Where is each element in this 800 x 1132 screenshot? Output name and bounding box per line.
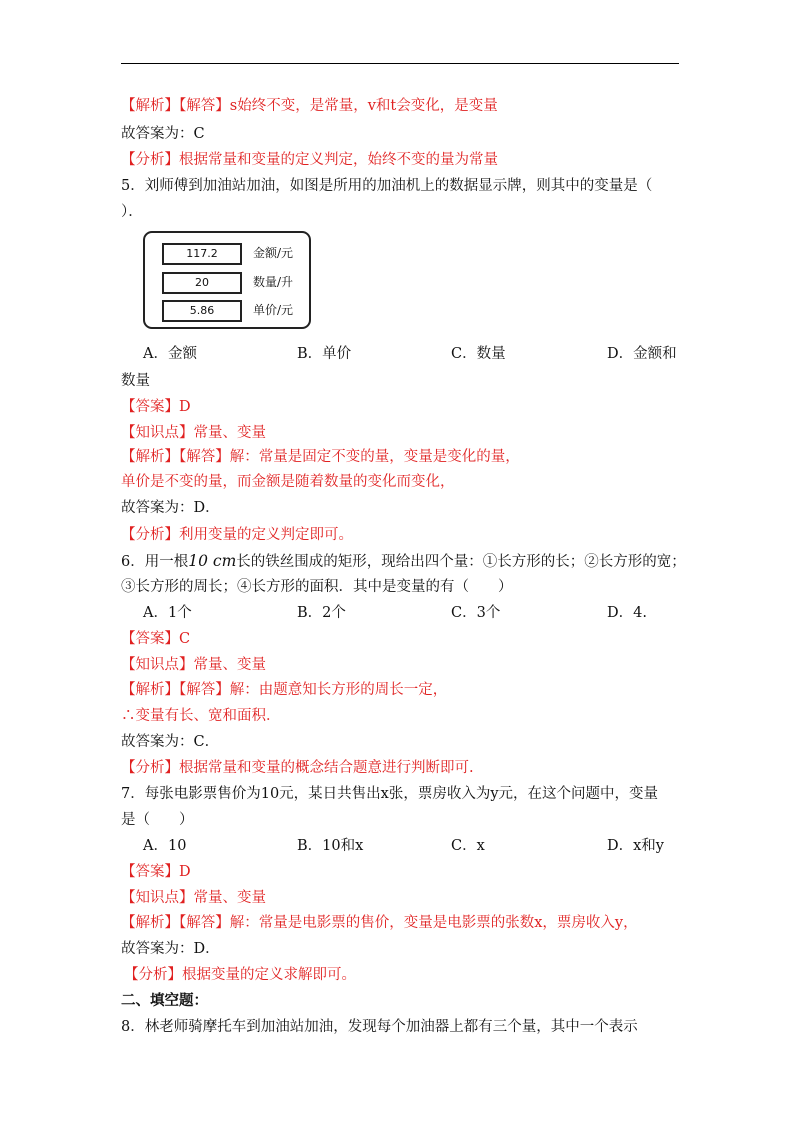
- q6-option-b: B．2个: [297, 605, 346, 621]
- q7-knowledge: 【知识点】常量、变量: [121, 890, 266, 906]
- q5-option-b: B．单价: [297, 346, 352, 362]
- q8-stem: 8．林老师骑摩托车到加油站加油，发现每个加油器上都有三个量，其中一个表示: [121, 1019, 638, 1035]
- q6-stem-a: 6．用一根: [121, 554, 189, 570]
- q7-stem-cont: 是（ ）: [121, 812, 194, 828]
- q7-analysis: 【解析】【解答】解：常量是电影票的售价，变量是电影票的张数x，票房收入y，: [121, 915, 638, 931]
- q7-option-d: D．x和y: [607, 838, 664, 854]
- q6-knowledge: 【知识点】常量、变量: [121, 657, 266, 673]
- amount-label: 金额/元: [253, 246, 294, 260]
- q5-option-d-cont: 数量: [121, 373, 150, 389]
- answer-line: 故答案为：C: [121, 126, 205, 142]
- q7-option-b: B．10和x: [297, 838, 364, 854]
- q7-option-a: A．10: [143, 838, 187, 854]
- q6-stem-math: 10 cm: [188, 552, 237, 570]
- q6-answer-line: 故答案为：C．: [121, 734, 220, 750]
- q5-answer: 【答案】D: [121, 399, 191, 415]
- q5-stem: 5．刘师傅到加油站加油，如图是所用的加油机上的数据显示牌，则其中的变量是（: [121, 178, 653, 194]
- q5-option-d: D．金额和: [607, 346, 677, 362]
- q6-review: 【分析】根据常量和变量的概念结合题意进行判断即可.: [121, 760, 474, 776]
- quantity-label: 数量/升: [253, 275, 294, 289]
- q5-analysis: 【解析】【解答】解：常量是固定不变的量，变量是变化的量，: [121, 449, 520, 465]
- q7-stem: 7．每张电影票售价为10元，某日共售出x张，票房收入为y元，在这个问题中，变量: [121, 786, 659, 802]
- amount-value-box: 117.2: [162, 243, 242, 265]
- analysis-line: 【解析】【解答】s始终不变，是常量，v和t会变化，是变量: [121, 98, 498, 114]
- q6-analysis-cont: ∴变量有长、宽和面积．: [121, 708, 281, 724]
- q5-review: 【分析】利用变量的定义判定即可。: [121, 527, 353, 543]
- unit-price-label: 单价/元: [253, 303, 294, 317]
- q7-answer-line: 故答案为：D．: [121, 941, 220, 957]
- q6-analysis: 【解析】【解答】解：由题意知长方形的周长一定，: [121, 682, 448, 698]
- q6-stem: [121, 551, 686, 571]
- q5-analysis-cont: 单价是不变的量，而金额是随着数量的变化而变化，: [121, 474, 455, 490]
- q5-answer-line: 故答案为：D．: [121, 500, 220, 516]
- section-title: 二、填空题：: [121, 992, 208, 1009]
- quantity-value-box: 20: [162, 272, 242, 294]
- header-rule: [121, 63, 679, 64]
- fuel-pump-display: [143, 231, 311, 329]
- q6-option-a: A．1个: [143, 605, 192, 621]
- q6-answer: 【答案】C: [121, 631, 191, 647]
- q7-review: 【分析】根据变量的定义求解即可。: [124, 967, 356, 983]
- q5-knowledge: 【知识点】常量、变量: [121, 425, 266, 441]
- q7-option-c: C．x: [451, 838, 485, 854]
- q5-option-c: C．数量: [451, 346, 506, 362]
- review-line: 【分析】根据常量和变量的定义判定，始终不变的量为常量: [121, 152, 498, 168]
- q6-stem-cont: ③长方形的周长；④长方形的面积．其中是变量的有（ ）: [121, 579, 513, 595]
- q5-option-a: A．金额: [143, 346, 197, 362]
- q6-option-d: D．4.: [607, 605, 647, 621]
- q6-option-c: C．3个: [451, 605, 501, 621]
- q5-stem-cont: ）．: [121, 204, 143, 220]
- unit-price-value-box: 5.86: [162, 300, 242, 322]
- q7-answer: 【答案】D: [121, 864, 191, 880]
- q6-stem-b: 长的铁丝围成的矩形，现给出四个量：①长方形的长；②长方形的宽；: [236, 554, 686, 570]
